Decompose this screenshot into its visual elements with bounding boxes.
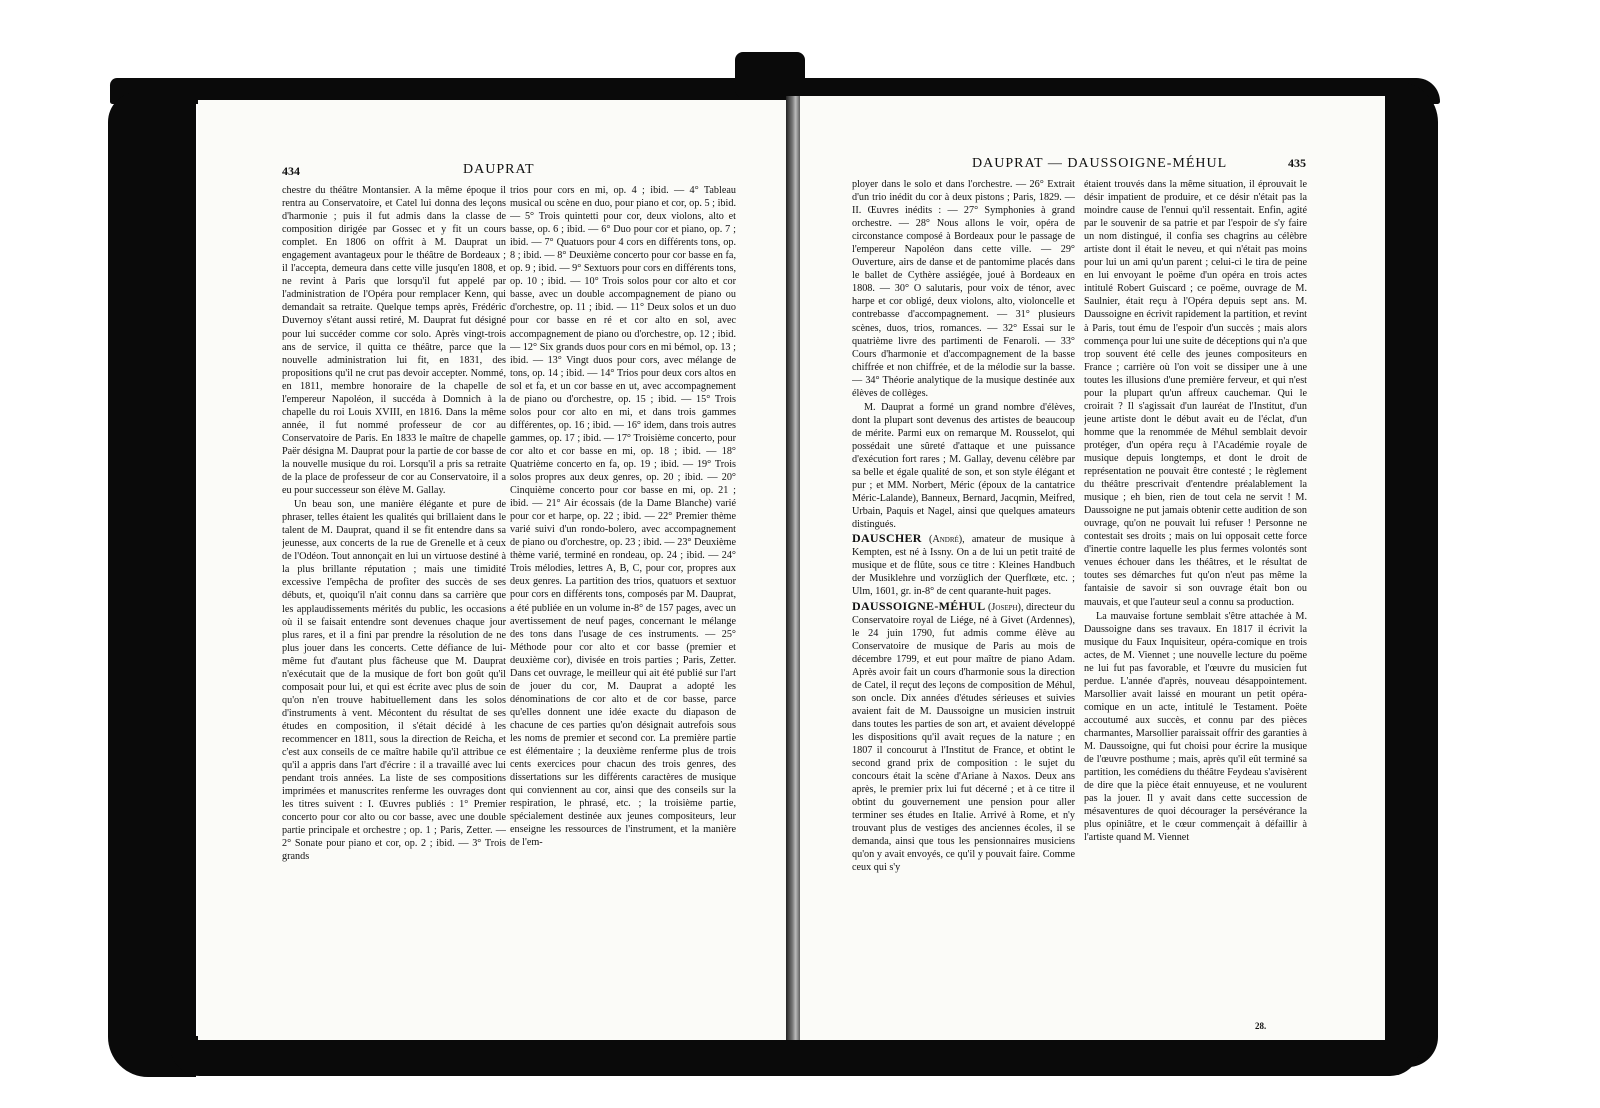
scan-notch	[735, 52, 805, 98]
signature-mark: 28.	[1255, 1021, 1267, 1031]
page-number-right: 435	[1288, 156, 1306, 170]
right-page	[800, 96, 1385, 1040]
entry-forename: (Joseph)	[985, 601, 1021, 613]
running-head-right: DAUPRAT — DAUSSOIGNE-MÉHUL	[972, 156, 1228, 171]
page-number-left: 434	[282, 164, 300, 178]
body-paragraph: ployer dans le solo et dans l'orchestre. — 26° Extrait d'un trio inédit du cor à deux pistons ; Paris, 1829. — II. Œuvres inédits : — 27° Symphonies à grand orchestre. — 28° Nous allons le voir, opéra de circonstance composé à Bordeaux pour le passage de l'empereur Napoléon dans cette ville. — 29° Ouverture, airs de danse et de pantomime placés dans le ballet de Cythère assiégée, joué à Bordeaux en 1808. — 30° O salutaris, pour voix de ténor, avec harpe et cor obligé, deux violons, alto, violoncelle et contrebasse d'accompagnement. — 31° plusieurs scènes, duos, trios, romances. — 32° Essai sur le quatrième livre des partimenti de Fenaroli. — 33° Cours d'harmonie et d'accompagnement de la basse chiffrée et non chiffrée, et de la mélodie sur la basse. — 34° Théorie analytique de la musique destinée aux élèves de collèges.	[852, 179, 1075, 399]
scan-edge-right	[1380, 82, 1438, 1067]
dictionary-entry	[852, 532, 1075, 598]
body-paragraph: La mauvaise fortune semblait s'être attachée à M. Daussoigne dans ses travaux. En 1817 il écrivit la musique du Faux Inquisiteur, opéra-comique en trois actes, de M. Viennet ; une nouvelle lecture du poëme ne lui fut pas favorable, et l'œuvre du musicien fut perdue. L'année d'après, nouveau désappointement. Marsollier avait laissé en mourant un petit opéra-comique en un acte, intitulé le Testament. Poëte accoutumé aux succès, et connu par des pièces charmantes, Marsollier paraissait offrir des garanties à M. Daussoigne, qui fut choisi pour écrire la musique de l'œuvre posthume ; mais, après qu'il eût terminé sa partition, les comédiens du théâtre Feydeau s'avisèrent de dire que la pièce était ennuyeuse, et ne voulurent pas la jouer. Il y avait dans cette succession de mésaventures de quoi décourager la persévérance la plus opiniâtre, et le cœur commençait à défaillir à l'artiste quand M. Viennet	[1084, 610, 1307, 844]
entry-body: , amateur de musique à Kempten, est né à Issny. On a de lui un petit traité de musique et de flûte, sous ce titre : Kleines Handbuch der Musiklehre und vorzüglich der Querflœte, etc. ; Ulm, 1601, gr. in-8° de cent quarante-huit pages.	[852, 534, 1075, 598]
body-paragraph: M. Dauprat a formé un grand nombre d'élèves, dont la plupart sont devenus des artistes de beaucoup de mérite. Parmi eux on remarque M. Rousselot, qui possédait une sûreté d'attaque et une puissance d'exécution fort rares ; M. Gallay, devenu célèbre par sa belle et égale qualité de son, et son style élégant et pur ; et MM. Norbert, Méric (époux de la cantatrice Méric-Lalande), Banneux, Bernard, Jacqmin, Meifred, Urbain, Paquis et Nagel, ainsi que quelques amateurs distingués.	[852, 401, 1075, 531]
scan-edge-bottom	[170, 1036, 1420, 1076]
body-paragraph: étaient trouvés dans la même situation, il éprouvait le désir impatient de produire, et ce désir n'était pas la moindre cause de l'ennui qu'il ressentait. Enfin, agité par le souvenir de sa patrie et par l'espoir de s'y faire un nom distingué, il confia ses chagrins au célèbre artiste dont il était le neveu, et qui n'était pas moins pour lui un ami qu'un parent ; celui-ci le tira de peine en lui envoyant le poëme d'un opéra en trois actes intitulé Robert Guiscard ; ce poëme, ouvrage de M. Saulnier, était reçu à l'Opéra depuis sept ans. M. Daussoigne en écrivit rapidement la partition, et revint à Paris, tout ému de l'espoir d'un succès ; mais alors commença pour lui une suite de déceptions qui n'a que trop souvent été celle des jeunes compositeurs en France ; carrière où l'on voit se dissiper une à une toutes les illusions d'une première ferveur, et qui n'est pour la plupart qu'un affreux cauchemar. Qui le croirait ? Il s'agissait d'un lauréat de l'Institut, d'un jeune artiste dont le début avait eu de l'éclat, d'un homme que la renommée de Méhul semblait devoir protéger, d'un opéra reçu à l'Académie royale de musique depuis longtemps, et dont le droit de représentation ne pouvait être contesté ; le règlement du théâtre prescrivait d'entendre préalablement la musique ; eh bien, rien de tout cela ne servit ! M. Daussoigne ne put jamais obtenir cette audition de son ouvrage, qu'on ne pouvait lui refuser ! Personne ne contestait ses droits ; mais on lui opposait cette force d'inertie contre laquelle les plus fermes volontés sont venues échouer dans les théâtres, et le résultat de toutes ses démarches fut qu'on n'eut pas même la fantaisie de savoir si son ouvrage était bon ou mauvais, et que l'auteur seul a connu sa production.	[1084, 179, 1307, 608]
entry-headword: DAUSCHER	[852, 531, 922, 546]
running-head-left: DAUPRAT	[463, 162, 535, 177]
dictionary-entry	[852, 600, 1075, 875]
right-column-1	[852, 178, 1075, 1018]
body-paragraph: chestre du théâtre Montansier. A la même époque il rentra au Conservatoire, et Catel lui donna des leçons d'harmonie ; puis il fut admis dans la classe de composition dirigée par Gossec et y fit un cours complet. En 1806 on offrit à M. Dauprat un engagement avantageux pour le théâtre de Bordeaux ; il l'accepta, demeura dans cette ville jusqu'en 1808, et ne revint à Paris que lorsqu'il fut appelé par l'administration de l'Opéra pour remplacer Kenn, qui demandait sa retraite. Quelque temps après, Frédéric Duvernoy s'étant aussi retiré, M. Dauprat fut désigné pour lui succéder comme cor solo. Après vingt-trois ans de service, il quitta ce théâtre, parce que la nouvelle administration lui fit, en 1831, des propositions qu'il ne crut pas devoir accepter. Nommé, en 1811, membre honoraire de la chapelle de l'empereur Napoléon, il succéda à Domnich à la chapelle du roi Louis XVIII, en 1816. Dans la même année, il fut nommé professeur de cor au Conservatoire de Paris. En 1833 le maître de chapelle Paër désigna M. Dauprat pour la partie de cor basse de la nouvelle musique du roi. Lorsqu'il a pris sa retraite de la place de professeur de cor au Conservatoire, il a eu pour successeur son élève M. Gallay.	[282, 185, 506, 497]
left-column-2	[510, 184, 736, 1016]
right-column-2	[1084, 178, 1307, 1018]
body-paragraph: Un beau son, une manière élégante et pure de phraser, telles étaient les qualités qui brillaient dans le talent de M. Dauprat, quand il se fit entendre dans sa jeunesse, aux concerts de la rue de Grenelle et à ceux de l'Odéon. Tout annonçait en lui un virtuose destiné à la plus brillante réputation ; mais une timidité excessive l'empêcha de profiter des succès de ses débuts, et, quoiqu'il n'ait connu dans sa carrière que les applaudissements mérités du public, les occasions où il se faisait entendre sont devenues chaque jour plus rares, et il a fini par prendre la résolution de ne plus jouer dans les concerts. Cette défiance de lui-même fut d'autant plus fâcheuse que M. Dauprat n'exécutait que de la musique de fort bon goût qu'il composait pour lui, et qui est écrite avec plus de soin qu'on n'en trouve habituellement dans les solos d'instruments à vent. Mécontent du résultat de ses études en composition, il s'était décidé à les recommencer en 1811, sous la direction de Reicha, et c'est aux conseils de ce maître habile qu'il attribue ce qu'il a appris dans l'art d'écrire : il a travaillé avec lui pendant trois années. La liste de ses compositions imprimées et manuscrites renferme les ouvrages dont les titres suivent : I. Œuvres publiés : 1° Premier concerto pour cor alto ou cor basse, avec une double partie principale et orchestre ; op. 1 ; Paris, Zetter. — 2° Sonate pour piano et cor, op. 2 ; ibid. — 3° Trois grands	[282, 499, 506, 863]
left-column-1	[282, 184, 506, 1016]
entry-body: , directeur du Conservatoire royal de Liége, né à Givet (Ardennes), le 24 juin 1790, fut admis comme élève au Conservatoire de musique de Paris au mois de décembre 1799, et eut pour maître de piano Adam. Après avoir fait un cours d'harmonie sous la direction de Catel, il reçut des leçons de composition de Méhul, son oncle. Dix années d'études sérieuses et suivies avaient fait de M. Daussoigne un musicien instruit dans toutes les parties de son art, et avaient développé les dispositions qu'il avait reçues de la nature ; en 1807 il concourut à l'Institut de France, et obtint le second grand prix de composition : le sujet du concours était la scène d'Ariane à Naxos. Deux ans après, le premier prix lui fut décerné ; et à ce titre il obtint du gouvernement une pension pour aller terminer ses études en Italie. Arrivé à Rome, et n'y trouvant plus de vestiges des anciennes écoles, il se demanda, ainsi que tous les pensionnaires musiciens qu'on y avait envoyés, ce qu'il y pouvait faire. Comme ceux qui s'y	[852, 601, 1075, 874]
entry-headword: DAUSSOIGNE-MÉHUL	[852, 598, 986, 613]
body-paragraph: trios pour cors en mi, op. 4 ; ibid. — 4° Tableau musical ou scène en duo, pour piano et cor, op. 5 ; ibid. — 5° Trois quintetti pour cor, deux violons, alto et basse, op. 6 ; ibid. — 6° Duo pour cor et piano, op. 7 ; ibid. — 7° Quatuors pour 4 cors en différents tons, op. 8 ; ibid. — 8° Deuxième concerto pour cor basse en fa, op. 9 ; ibid. — 9° Sextuors pour cors en différents tons, op. 10 ; ibid. — 10° Trois solos pour cor alto et cor basse, avec un double accompagnement de piano ou d'orchestre, op. 11 ; ibid. — 11° Deux solos et un duo pour cor basse en ré et cor alto en sol, avec accompagnement de piano ou d'orchestre, op. 12 ; ibid. — 12° Six grands duos pour cors en mi bémol, op. 13 ; ibid. — 13° Vingt duos pour cors, avec mélange de tons, op. 14 ; ibid. — 14° Trios pour deux cors altos en sol et fa, et un cor basse en ut, avec accompagnement de piano ou d'orchestre, op. 15 ; ibid. — 15° Trois solos pour cor alto en mi, et dans trois gammes différentes, op. 16 ; ibid. — 16° idem, dans trois autres gammes, op. 17 ; ibid. — 17° Troisième concerto, pour cor alto et cor basse en mi, op. 18 ; ibid. — 18° Quatrième concerto en fa, op. 19 ; ibid. — 19° Trois solos propres aux deux genres, op. 20 ; ibid. — 20° Cinquième concerto pour cor basse en mi, op. 21 ; ibid. — 21° Air écossais (de la Dame Blanche) varié pour cor et harpe, op. 22 ; ibid. — 22° Premier thème varié suivi d'un rondo-bolero, avec accompagnement de piano ou d'orchestre, op. 23 ; ibid. — 23° Deuxième thème varié, terminé en rondeau, op. 24 ; ibid. — 24° Trois mélodies, lettres A, B, C, pour cor, propres aux deux genres. La partition des trios, quatuors et sextuor pour cors en différents tons, composés par M. Dauprat, a été publiée en un volume in-8° de 157 pages, avec un avertissement de neuf pages, concernant le mélange des tons dans l'usage de ces instruments. — 25° Méthode pour cor alto et cor basse (premier et deuxième cor), divisée en trois parties ; Paris, Zetter. Dans cet ouvrage, le meilleur qui ait été publié sur l'art de jouer du cor, M. Dauprat a adopté les dénominations de cor alto et de cor basse, parce qu'elles donnent une idée exacte du diapason de chacune de ces parties qu'on désignait autrefois sous les noms de premier et second cor. La première partie est élémentaire ; la deuxième renferme plus de trois cents exercices pour chacun des trois genres, des dissertations sur les différents caractères de musique qui conviennent au cor, ainsi que des conseils sur la respiration, le phrasé, etc. ; la troisième partie, spécialement destinée aux jeunes compositeurs, leur enseigne les ressources de l'instrument, et la manière de l'em-	[510, 185, 736, 849]
entry-forename: (André)	[921, 534, 963, 546]
left-page	[198, 100, 788, 1040]
scan-edge-left	[108, 92, 196, 1077]
